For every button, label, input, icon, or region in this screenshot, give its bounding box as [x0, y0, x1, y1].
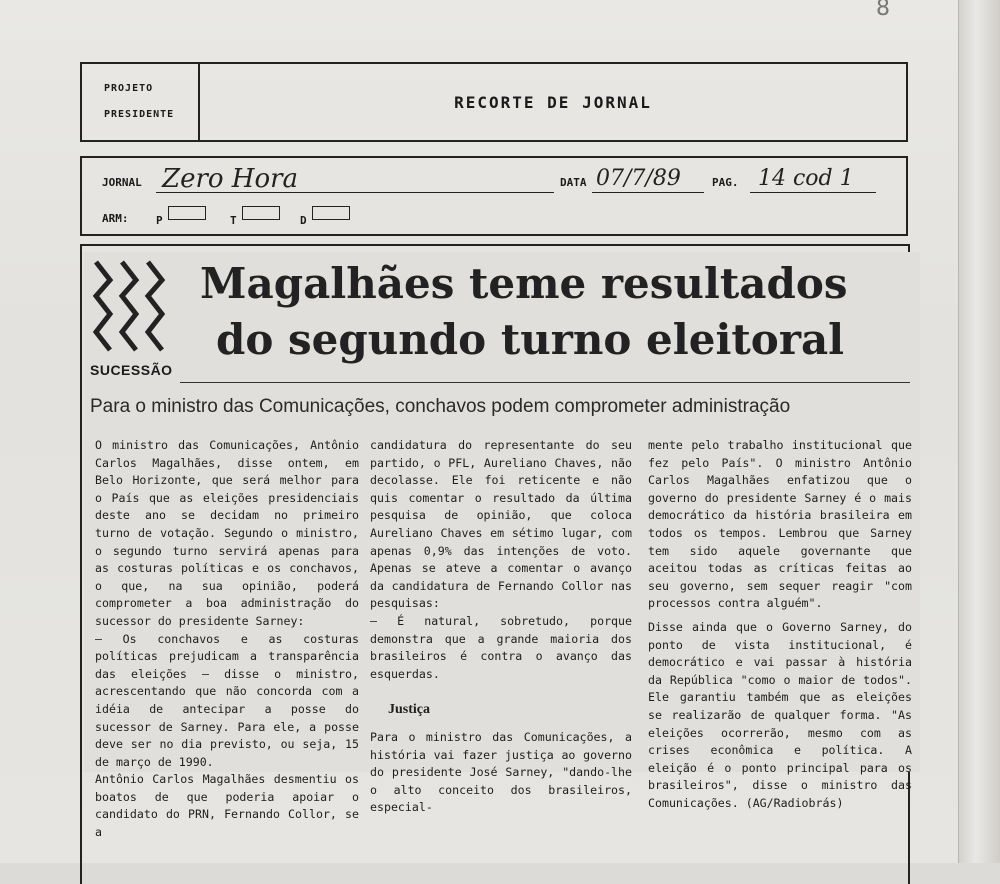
p-label: P	[156, 214, 163, 227]
headline	[200, 256, 910, 368]
t-label: T	[230, 214, 237, 227]
headline-line-1: Magalhães teme resultados	[200, 259, 848, 308]
article-column-3	[648, 437, 912, 812]
data-label: DATA	[560, 176, 587, 189]
article-column-2	[370, 437, 632, 817]
form-title: RECORTE DE JORNAL	[454, 92, 652, 112]
arm-label: ARM:	[102, 212, 129, 225]
paragraph: Antônio Carlos Magalhães desmentiu os boatos de que poderia apoiar o candidato do PRN, Fernando Collor, se a	[95, 772, 359, 840]
pag-label: PAG.	[712, 176, 739, 189]
t-box	[242, 206, 280, 220]
header-box	[80, 62, 908, 142]
sucessao-logo-icon	[88, 256, 180, 362]
pag-value: 14 cod 1	[758, 166, 854, 191]
corner-mark: 8	[876, 0, 890, 21]
section-heading-justica: Justiça	[388, 702, 430, 718]
paragraph: O ministro das Comunicações, Antônio Carlos Magalhães, disse ontem, em Belo Horizonte, que será melhor para o País que as eleições presidenciais deste ano se decidam no primeiro turno de votação. Segundo o ministro, o segundo turno servirá apenas para as costuras políticas e os conchavos, o que, na sua opinião, poderá comprometer a boa administração do sucessor do presidente Sarney:	[95, 438, 359, 628]
paper-edge	[958, 0, 1000, 863]
p-box	[168, 206, 206, 220]
presidente-label: PRESIDENTE	[104, 109, 175, 120]
article-column-1	[95, 437, 359, 842]
paragraph: candidatura do representante do seu partido, o PFL, Aureliano Chaves, não decolasse. Ele foi reticente e não quis comentar o resultado da última pesquisa de opinião, que coloca Aureliano Chaves em sétimo lugar, com apenas 0,9% das intenções de voto. Apenas se ateve a comentar o avanço da candidatura de Fernando Collor nas pesquisas:	[370, 438, 632, 611]
projeto-label: PROJETO	[104, 83, 154, 94]
d-label: D	[300, 214, 307, 227]
paragraph: Disse ainda que o Governo Sarney, do ponto de vista institucional, é democrático e vai passar à história da República "como o maior de todos". Ele garantiu também que as eleições se realizarão de qualquer forma. "As eleições ocorrerão, mesmo com as crises econômica e política. A eleição é o ponto principal para os brasileiros", disse o ministro das Comunicações. (AG/Radiobrás)	[648, 619, 912, 810]
headline-line-2: do segundo turno eleitoral	[216, 315, 845, 364]
jornal-value: Zero Hora	[162, 164, 299, 194]
paragraph: mente pelo trabalho institucional que fez pelo País". O ministro Antônio Carlos Magalhães enfatizou que o governo do presidente Sarney é o mais democrático da história brasileira em todos os tempos. Lembrou que Sarney tem sido aquele governante que aceitou todas as críticas feitas ao seu governo, sem sequer reagir "com processos contra alguém".	[648, 438, 912, 611]
subheadline: Para o ministro das Comunicações, conchavos podem comprometer administração	[90, 396, 791, 417]
paragraph: — Os conchavos e as costuras políticas prejudicam a transparência das eleições — disse o ministro, acrescentando que não concorda com a idéia de antecipar a posse do sucessor de Sarney. Para ele, a posse deve ser no dia previsto, ou seja, 15 de março de 1990.	[95, 631, 359, 769]
d-box	[312, 206, 350, 220]
section-label: SUCESSÃO	[90, 362, 173, 378]
data-value: 07/7/89	[596, 166, 681, 191]
paragraph: Para o ministro das Comunicações, a história vai fazer justiça ao governo do presidente José Sarney, "dando-lhe o alto conceito dos brasileiros, especial-	[370, 729, 632, 815]
projeto-presidente-cell	[82, 64, 200, 140]
headline-rule	[180, 382, 910, 383]
pag-line	[750, 192, 876, 193]
data-line	[592, 192, 704, 193]
jornal-label: JORNAL	[102, 176, 142, 189]
paragraph: — É natural, sobretudo, porque demonstra que a grande maioria dos brasileiros é contra o avanço das esquerdas.	[370, 613, 632, 681]
jornal-box	[80, 156, 908, 236]
